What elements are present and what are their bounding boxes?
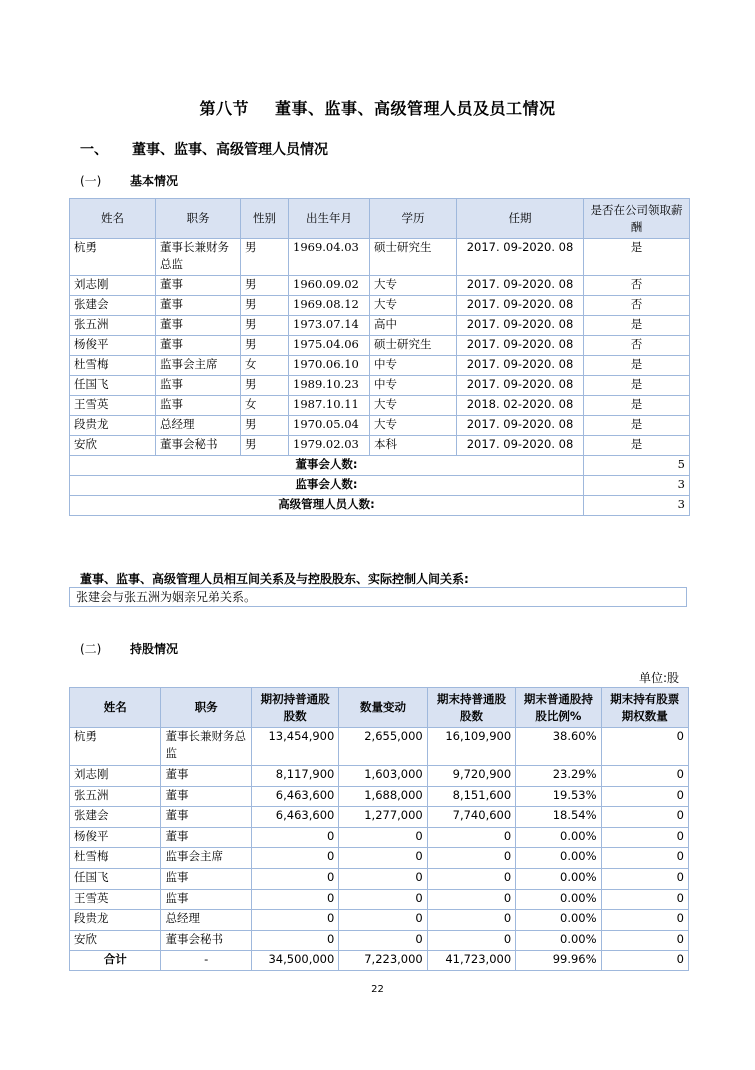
table-cell: 监事 bbox=[156, 376, 241, 396]
table-cell: 1,603,000 bbox=[339, 766, 427, 787]
page-title bbox=[0, 96, 755, 119]
table-cell: 0.00% bbox=[516, 910, 601, 931]
table-cell: 0 bbox=[601, 786, 688, 807]
table-cell: 19.53% bbox=[516, 786, 601, 807]
table-cell: 张五洲 bbox=[70, 316, 156, 336]
col-header: 姓名 bbox=[70, 199, 156, 239]
table-cell: 杜雪梅 bbox=[70, 848, 161, 869]
table-cell: 男 bbox=[241, 276, 289, 296]
col-header: 职务 bbox=[161, 688, 251, 728]
table-row bbox=[70, 848, 689, 869]
table-row bbox=[70, 827, 689, 848]
table-cell: 杜雪梅 bbox=[70, 356, 156, 376]
total-row bbox=[70, 951, 689, 971]
table-row bbox=[70, 728, 689, 766]
relation-title: 董事、监事、高级管理人员相互间关系及与控股股东、实际控制人间关系: bbox=[80, 572, 469, 586]
table-cell: 硕士研究生 bbox=[370, 239, 457, 276]
table-cell: 0 bbox=[601, 910, 688, 931]
subsection-number: (二) bbox=[80, 642, 102, 656]
col-header: 任期 bbox=[457, 199, 584, 239]
table-cell: 0 bbox=[251, 910, 338, 931]
table-row bbox=[70, 930, 689, 951]
table-cell: 王雪英 bbox=[70, 889, 161, 910]
table-cell: 董事会秘书 bbox=[161, 930, 251, 951]
table-cell: 男 bbox=[241, 316, 289, 336]
table-cell: 杭勇 bbox=[70, 239, 156, 276]
summary-row bbox=[70, 496, 690, 516]
table-cell: 否 bbox=[584, 276, 690, 296]
table-cell: 刘志刚 bbox=[70, 766, 161, 787]
table-row bbox=[70, 396, 690, 416]
table-cell: 0.00% bbox=[516, 827, 601, 848]
table-cell: 0 bbox=[601, 868, 688, 889]
table-cell: 监事会主席 bbox=[161, 848, 251, 869]
table-cell: 0 bbox=[339, 827, 427, 848]
col-header: 职务 bbox=[156, 199, 241, 239]
table-cell: 董事 bbox=[156, 276, 241, 296]
table-cell: 2017. 09-2020. 08 bbox=[457, 316, 584, 336]
table-cell: 中专 bbox=[370, 356, 457, 376]
subsection-basic-heading bbox=[80, 172, 178, 189]
table-cell: 34,500,000 bbox=[251, 951, 338, 971]
table-header-row bbox=[70, 199, 690, 239]
table-cell: 男 bbox=[241, 239, 289, 276]
table-cell: 8,117,900 bbox=[251, 766, 338, 787]
table-row bbox=[70, 868, 689, 889]
table-row bbox=[70, 436, 690, 456]
subsection-number: (一) bbox=[80, 174, 102, 188]
table-cell: 杭勇 bbox=[70, 728, 161, 766]
table-cell: 0 bbox=[601, 827, 688, 848]
table-cell: 0 bbox=[339, 889, 427, 910]
table-cell: 1969.08.12 bbox=[289, 296, 370, 316]
table-cell: 男 bbox=[241, 376, 289, 396]
table-cell: 0 bbox=[339, 868, 427, 889]
table-cell: 大专 bbox=[370, 396, 457, 416]
section-heading bbox=[80, 139, 328, 159]
table-cell: 大专 bbox=[370, 416, 457, 436]
table-row bbox=[70, 910, 689, 931]
table-cell: 6,463,600 bbox=[251, 786, 338, 807]
table-cell: 董事 bbox=[156, 316, 241, 336]
summary-value: 5 bbox=[584, 456, 690, 476]
summary-label: 监事会人数: bbox=[70, 476, 584, 496]
unit-label: 单位:股 bbox=[638, 671, 679, 685]
table-cell: 1960.09.02 bbox=[289, 276, 370, 296]
table-cell: 大专 bbox=[370, 276, 457, 296]
table-cell: 董事 bbox=[161, 786, 251, 807]
table-cell: 否 bbox=[584, 336, 690, 356]
table-cell: 0 bbox=[427, 930, 515, 951]
summary-row bbox=[70, 456, 690, 476]
table-cell: 2017. 09-2020. 08 bbox=[457, 376, 584, 396]
table-cell: 0 bbox=[601, 889, 688, 910]
table-cell: 9,720,900 bbox=[427, 766, 515, 787]
table-cell: 任国飞 bbox=[70, 868, 161, 889]
table-cell: 男 bbox=[241, 416, 289, 436]
table-cell: 是 bbox=[584, 436, 690, 456]
table-cell: 监事 bbox=[156, 396, 241, 416]
table-row bbox=[70, 416, 690, 436]
table-cell: 监事 bbox=[161, 889, 251, 910]
table-cell: 1970.06.10 bbox=[289, 356, 370, 376]
page-number: 22 bbox=[371, 984, 384, 995]
table-cell: 本科 bbox=[370, 436, 457, 456]
relation-text: 张建会与张五洲为姻亲兄弟关系。 bbox=[69, 587, 687, 607]
table-cell: 0.00% bbox=[516, 930, 601, 951]
col-header: 期末持普通股股数 bbox=[427, 688, 515, 728]
table-cell: 0 bbox=[601, 951, 688, 971]
table-cell: 0 bbox=[427, 910, 515, 931]
table-cell: 0 bbox=[601, 930, 688, 951]
table-cell: 是 bbox=[584, 376, 690, 396]
subsection-title: 持股情况 bbox=[130, 642, 179, 656]
table-cell: 硕士研究生 bbox=[370, 336, 457, 356]
table-cell: 0 bbox=[601, 848, 688, 869]
table-row bbox=[70, 376, 690, 396]
table-cell: 0 bbox=[427, 827, 515, 848]
table-row bbox=[70, 336, 690, 356]
table-cell: 是 bbox=[584, 316, 690, 336]
table-cell: 18.54% bbox=[516, 807, 601, 828]
section-number: 一、 bbox=[80, 142, 108, 158]
table-cell: 1989.10.23 bbox=[289, 376, 370, 396]
table-cell: 0.00% bbox=[516, 848, 601, 869]
table-cell: 0 bbox=[427, 889, 515, 910]
table-cell: 0 bbox=[251, 827, 338, 848]
table-cell: 是 bbox=[584, 239, 690, 276]
table-cell: 1,688,000 bbox=[339, 786, 427, 807]
col-header: 期末普通股持股比例% bbox=[516, 688, 601, 728]
table-cell: 0 bbox=[251, 930, 338, 951]
table-cell: 99.96% bbox=[516, 951, 601, 971]
table-cell: 1979.02.03 bbox=[289, 436, 370, 456]
table-cell: 23.29% bbox=[516, 766, 601, 787]
chapter-title: 董事、监事、高级管理人员及员工情况 bbox=[275, 99, 556, 118]
table-cell: 1969.04.03 bbox=[289, 239, 370, 276]
table-row bbox=[70, 296, 690, 316]
table-cell: 0 bbox=[601, 807, 688, 828]
table-cell: 1987.10.11 bbox=[289, 396, 370, 416]
table-cell: 董事长兼财务总监 bbox=[161, 728, 251, 766]
table-cell: 是 bbox=[584, 416, 690, 436]
table-cell: 0 bbox=[251, 889, 338, 910]
table-row bbox=[70, 766, 689, 787]
summary-value: 3 bbox=[584, 476, 690, 496]
subsection-title: 基本情况 bbox=[130, 174, 179, 188]
table-cell: 任国飞 bbox=[70, 376, 156, 396]
table-cell: 董事 bbox=[156, 296, 241, 316]
table-cell: 男 bbox=[241, 296, 289, 316]
col-header: 期末持有股票期权数量 bbox=[601, 688, 688, 728]
table-cell: 男 bbox=[241, 436, 289, 456]
table-cell: 中专 bbox=[370, 376, 457, 396]
table-cell: 0.00% bbox=[516, 868, 601, 889]
table-cell: 是 bbox=[584, 356, 690, 376]
table-cell: 王雪英 bbox=[70, 396, 156, 416]
table-cell: 监事会主席 bbox=[156, 356, 241, 376]
table-cell: 段贵龙 bbox=[70, 416, 156, 436]
table-cell: 2017. 09-2020. 08 bbox=[457, 416, 584, 436]
table-cell: 总经理 bbox=[156, 416, 241, 436]
col-header: 数量变动 bbox=[339, 688, 427, 728]
table-cell: 0 bbox=[339, 930, 427, 951]
holdings-table bbox=[69, 687, 689, 971]
table-cell: 董事 bbox=[161, 827, 251, 848]
table-cell: 0.00% bbox=[516, 889, 601, 910]
table-row bbox=[70, 276, 690, 296]
col-header: 是否在公司领取薪酬 bbox=[584, 199, 690, 239]
table-cell: 16,109,900 bbox=[427, 728, 515, 766]
table-cell: 2017. 09-2020. 08 bbox=[457, 239, 584, 276]
table-cell: 大专 bbox=[370, 296, 457, 316]
table-cell: 38.60% bbox=[516, 728, 601, 766]
table-cell: 刘志刚 bbox=[70, 276, 156, 296]
table-cell: 段贵龙 bbox=[70, 910, 161, 931]
table-cell: 0 bbox=[601, 728, 688, 766]
table-cell: 2,655,000 bbox=[339, 728, 427, 766]
chapter-number: 第八节 bbox=[199, 99, 249, 118]
table-cell: 张建会 bbox=[70, 296, 156, 316]
table-cell: 总经理 bbox=[161, 910, 251, 931]
summary-value: 3 bbox=[584, 496, 690, 516]
table-cell: 张五洲 bbox=[70, 786, 161, 807]
table-cell: 41,723,000 bbox=[427, 951, 515, 971]
table-row bbox=[70, 889, 689, 910]
table-cell: 8,151,600 bbox=[427, 786, 515, 807]
table-cell: 0 bbox=[251, 868, 338, 889]
table-cell: 2017. 09-2020. 08 bbox=[457, 436, 584, 456]
col-header: 期初持普通股股数 bbox=[251, 688, 338, 728]
col-header: 姓名 bbox=[70, 688, 161, 728]
table-cell: 6,463,600 bbox=[251, 807, 338, 828]
section-title: 董事、监事、高级管理人员情况 bbox=[132, 142, 328, 158]
table-cell: 安欣 bbox=[70, 930, 161, 951]
table-cell: 2017. 09-2020. 08 bbox=[457, 276, 584, 296]
table-cell: 男 bbox=[241, 336, 289, 356]
table-cell: 2018. 02-2020. 08 bbox=[457, 396, 584, 416]
table-cell: 监事 bbox=[161, 868, 251, 889]
table-cell: 杨俊平 bbox=[70, 336, 156, 356]
table-cell: 董事长兼财务总监 bbox=[156, 239, 241, 276]
table-cell: 董事 bbox=[161, 807, 251, 828]
table-cell: 1970.05.04 bbox=[289, 416, 370, 436]
summary-row bbox=[70, 476, 690, 496]
table-cell: 2017. 09-2020. 08 bbox=[457, 296, 584, 316]
table-cell: 0 bbox=[251, 848, 338, 869]
table-cell: 0 bbox=[339, 848, 427, 869]
table-cell: 0 bbox=[427, 868, 515, 889]
table-cell: 董事会秘书 bbox=[156, 436, 241, 456]
table-row bbox=[70, 239, 690, 276]
table-cell: 1973.07.14 bbox=[289, 316, 370, 336]
table-cell: - bbox=[161, 951, 251, 971]
table-cell: 杨俊平 bbox=[70, 827, 161, 848]
table-row bbox=[70, 807, 689, 828]
table-cell: 是 bbox=[584, 396, 690, 416]
table-cell: 1,277,000 bbox=[339, 807, 427, 828]
table-cell: 合计 bbox=[70, 951, 161, 971]
table-cell: 董事 bbox=[156, 336, 241, 356]
table-row bbox=[70, 356, 690, 376]
table-row bbox=[70, 316, 690, 336]
table-cell: 1975.04.06 bbox=[289, 336, 370, 356]
col-header: 出生年月 bbox=[289, 199, 370, 239]
table-cell: 2017. 09-2020. 08 bbox=[457, 356, 584, 376]
table-cell: 0 bbox=[339, 910, 427, 931]
table-cell: 女 bbox=[241, 356, 289, 376]
table-cell: 高中 bbox=[370, 316, 457, 336]
table-cell: 7,223,000 bbox=[339, 951, 427, 971]
table-cell: 女 bbox=[241, 396, 289, 416]
table-cell: 否 bbox=[584, 296, 690, 316]
summary-label: 高级管理人员人数: bbox=[70, 496, 584, 516]
table-cell: 安欣 bbox=[70, 436, 156, 456]
table-cell: 董事 bbox=[161, 766, 251, 787]
table-row bbox=[70, 786, 689, 807]
table-cell: 7,740,600 bbox=[427, 807, 515, 828]
table-cell: 2017. 09-2020. 08 bbox=[457, 336, 584, 356]
summary-label: 董事会人数: bbox=[70, 456, 584, 476]
table-cell: 13,454,900 bbox=[251, 728, 338, 766]
col-header: 学历 bbox=[370, 199, 457, 239]
table-header-row bbox=[70, 688, 689, 728]
table-cell: 0 bbox=[601, 766, 688, 787]
table-cell: 0 bbox=[427, 848, 515, 869]
basic-info-table bbox=[69, 198, 690, 516]
subsection-holdings-heading bbox=[80, 640, 178, 657]
col-header: 性别 bbox=[241, 199, 289, 239]
table-cell: 张建会 bbox=[70, 807, 161, 828]
